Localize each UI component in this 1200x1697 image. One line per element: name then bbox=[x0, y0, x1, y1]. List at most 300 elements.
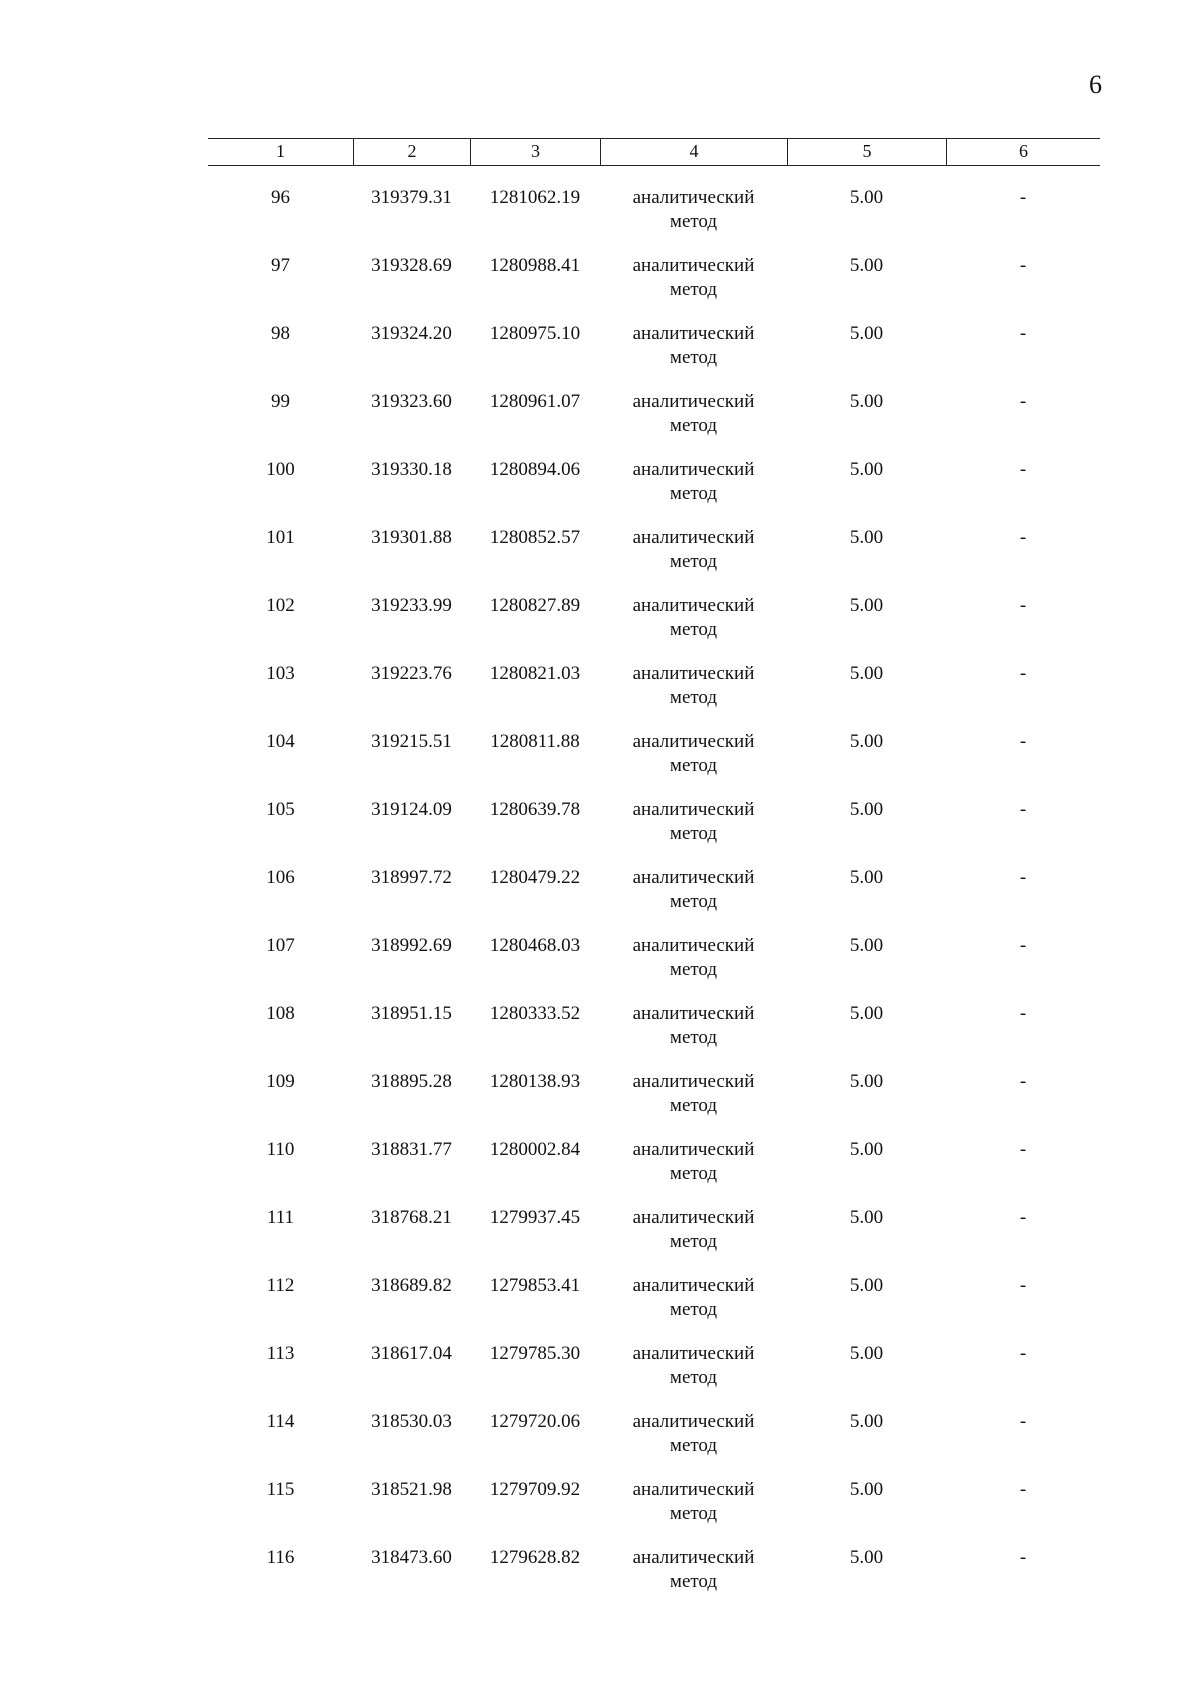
method-cell-text: аналитический bbox=[632, 799, 755, 820]
x-coordinate-cell-text: 319324.20 bbox=[371, 323, 452, 344]
point-number-cell-text: 97 bbox=[271, 255, 290, 276]
accuracy-cell bbox=[787, 934, 946, 1002]
y-coordinate-cell-text: 1280961.07 bbox=[489, 391, 581, 412]
x-coordinate-cell-text: 318689.82 bbox=[371, 1275, 452, 1296]
x-coordinate-cell bbox=[353, 1002, 470, 1070]
method-cell-text: аналитический bbox=[632, 323, 755, 344]
y-coordinate-cell bbox=[470, 390, 600, 458]
table-body bbox=[208, 186, 1100, 1614]
point-number-cell bbox=[208, 1138, 353, 1206]
method-cell-text: метод bbox=[669, 619, 718, 640]
note-cell bbox=[946, 662, 1100, 730]
y-coordinate-cell bbox=[470, 662, 600, 730]
table-row bbox=[208, 1070, 1100, 1138]
point-number-cell-text: 108 bbox=[266, 1003, 295, 1024]
x-coordinate-cell-text: 318997.72 bbox=[371, 867, 452, 888]
x-coordinate-cell-text: 319301.88 bbox=[371, 527, 452, 548]
accuracy-cell-text: 5.00 bbox=[849, 731, 884, 752]
point-number-cell bbox=[208, 1206, 353, 1274]
accuracy-cell-text: 5.00 bbox=[849, 527, 884, 548]
x-coordinate-cell bbox=[353, 662, 470, 730]
accuracy-cell-text: 5.00 bbox=[849, 323, 884, 344]
method-cell bbox=[600, 1070, 787, 1138]
method-cell-text: аналитический bbox=[632, 1139, 755, 1160]
y-coordinate-cell bbox=[470, 594, 600, 662]
method-cell bbox=[600, 1138, 787, 1206]
table-row bbox=[208, 526, 1100, 594]
x-coordinate-cell-text: 319223.76 bbox=[371, 663, 452, 684]
accuracy-cell bbox=[787, 1070, 946, 1138]
x-coordinate-cell-text: 319124.09 bbox=[371, 799, 452, 820]
note-cell bbox=[946, 1070, 1100, 1138]
y-coordinate-cell-text: 1280894.06 bbox=[489, 459, 581, 480]
method-cell bbox=[600, 798, 787, 866]
column-header: 1 bbox=[276, 141, 285, 161]
accuracy-cell-text: 5.00 bbox=[849, 255, 884, 276]
method-cell-text: метод bbox=[669, 279, 718, 300]
accuracy-cell bbox=[787, 458, 946, 526]
method-cell bbox=[600, 1478, 787, 1546]
method-cell bbox=[600, 254, 787, 322]
accuracy-cell bbox=[787, 1478, 946, 1546]
accuracy-cell bbox=[787, 662, 946, 730]
x-coordinate-cell bbox=[353, 390, 470, 458]
x-coordinate-cell bbox=[353, 1478, 470, 1546]
column-header: 3 bbox=[470, 139, 600, 165]
x-coordinate-cell bbox=[353, 934, 470, 1002]
note-cell-text: - bbox=[1019, 1547, 1027, 1568]
method-cell bbox=[600, 1410, 787, 1478]
note-cell-text: - bbox=[1019, 1343, 1027, 1364]
point-number-cell bbox=[208, 1546, 353, 1614]
y-coordinate-cell-text: 1279785.30 bbox=[489, 1343, 581, 1364]
note-cell-text: - bbox=[1019, 1275, 1027, 1296]
y-coordinate-cell-text: 1280811.88 bbox=[490, 731, 580, 752]
y-coordinate-cell bbox=[470, 1546, 600, 1614]
method-cell-text: метод bbox=[669, 415, 718, 436]
method-cell-text: метод bbox=[669, 1367, 718, 1388]
point-number-cell bbox=[208, 254, 353, 322]
y-coordinate-cell-text: 1279937.45 bbox=[489, 1207, 581, 1228]
accuracy-cell-text: 5.00 bbox=[849, 1411, 884, 1432]
accuracy-cell bbox=[787, 1274, 946, 1342]
point-number-cell bbox=[208, 798, 353, 866]
note-cell-text: - bbox=[1019, 1003, 1027, 1024]
table-row bbox=[208, 186, 1100, 254]
accuracy-cell bbox=[787, 866, 946, 934]
accuracy-cell-text: 5.00 bbox=[849, 1071, 884, 1092]
table-row bbox=[208, 1274, 1100, 1342]
note-cell bbox=[946, 798, 1100, 866]
method-cell bbox=[600, 390, 787, 458]
table-row bbox=[208, 662, 1100, 730]
table-header bbox=[208, 138, 1100, 166]
accuracy-cell-text: 5.00 bbox=[849, 187, 884, 208]
point-number-cell-text: 102 bbox=[266, 595, 295, 616]
x-coordinate-cell-text: 318951.15 bbox=[371, 1003, 452, 1024]
method-cell-text: аналитический bbox=[632, 1207, 755, 1228]
table-row bbox=[208, 458, 1100, 526]
x-coordinate-cell bbox=[353, 1546, 470, 1614]
x-coordinate-cell bbox=[353, 1070, 470, 1138]
point-number-cell bbox=[208, 322, 353, 390]
method-cell-text: аналитический bbox=[632, 1411, 755, 1432]
note-cell bbox=[946, 1002, 1100, 1070]
method-cell-text: аналитический bbox=[632, 1071, 755, 1092]
method-cell-text: метод bbox=[669, 1503, 718, 1524]
point-number-cell bbox=[208, 526, 353, 594]
note-cell-text: - bbox=[1019, 799, 1027, 820]
y-coordinate-cell bbox=[470, 322, 600, 390]
y-coordinate-cell-text: 1280821.03 bbox=[489, 663, 581, 684]
point-number-cell bbox=[208, 1478, 353, 1546]
x-coordinate-cell-text: 318617.04 bbox=[371, 1343, 452, 1364]
point-number-cell-text: 100 bbox=[266, 459, 295, 480]
x-coordinate-cell-text: 319215.51 bbox=[371, 731, 452, 752]
y-coordinate-cell-text: 1279709.92 bbox=[489, 1479, 581, 1500]
method-cell-text: метод bbox=[669, 755, 718, 776]
accuracy-cell-text: 5.00 bbox=[849, 663, 884, 684]
method-cell bbox=[600, 1002, 787, 1070]
method-cell bbox=[600, 458, 787, 526]
page-number: 6 bbox=[1089, 70, 1102, 99]
point-number-cell bbox=[208, 1002, 353, 1070]
accuracy-cell bbox=[787, 1546, 946, 1614]
note-cell-text: - bbox=[1019, 323, 1027, 344]
method-cell-text: аналитический bbox=[632, 1275, 755, 1296]
note-cell bbox=[946, 730, 1100, 798]
table-row bbox=[208, 798, 1100, 866]
method-cell-text: метод bbox=[669, 211, 718, 232]
point-number-cell-text: 110 bbox=[266, 1139, 295, 1160]
x-coordinate-cell bbox=[353, 186, 470, 254]
accuracy-cell bbox=[787, 526, 946, 594]
method-cell bbox=[600, 594, 787, 662]
accuracy-cell bbox=[787, 594, 946, 662]
y-coordinate-cell-text: 1280827.89 bbox=[489, 595, 581, 616]
method-cell-text: метод bbox=[669, 823, 718, 844]
x-coordinate-cell bbox=[353, 322, 470, 390]
point-number-cell bbox=[208, 730, 353, 798]
x-coordinate-cell bbox=[353, 1274, 470, 1342]
x-coordinate-cell-text: 319330.18 bbox=[371, 459, 452, 480]
method-cell bbox=[600, 1342, 787, 1410]
x-coordinate-cell bbox=[353, 1206, 470, 1274]
y-coordinate-cell bbox=[470, 1206, 600, 1274]
note-cell bbox=[946, 1342, 1100, 1410]
accuracy-cell-text: 5.00 bbox=[849, 1479, 884, 1500]
table-row bbox=[208, 1546, 1100, 1614]
method-cell-text: аналитический bbox=[632, 595, 755, 616]
y-coordinate-cell bbox=[470, 730, 600, 798]
point-number-cell-text: 109 bbox=[266, 1071, 295, 1092]
method-cell bbox=[600, 662, 787, 730]
accuracy-cell-text: 5.00 bbox=[849, 1139, 884, 1160]
point-number-cell-text: 103 bbox=[266, 663, 295, 684]
method-cell-text: метод bbox=[669, 1435, 718, 1456]
table-row bbox=[208, 866, 1100, 934]
x-coordinate-cell-text: 318521.98 bbox=[371, 1479, 452, 1500]
method-cell-text: метод bbox=[669, 551, 718, 572]
table-row bbox=[208, 1478, 1100, 1546]
table-row bbox=[208, 594, 1100, 662]
note-cell bbox=[946, 526, 1100, 594]
y-coordinate-cell bbox=[470, 526, 600, 594]
accuracy-cell-text: 5.00 bbox=[849, 799, 884, 820]
y-coordinate-cell bbox=[470, 254, 600, 322]
x-coordinate-cell bbox=[353, 798, 470, 866]
point-number-cell-text: 104 bbox=[266, 731, 295, 752]
point-number-cell bbox=[208, 594, 353, 662]
method-cell-text: аналитический bbox=[632, 459, 755, 480]
note-cell bbox=[946, 1206, 1100, 1274]
note-cell-text: - bbox=[1019, 935, 1027, 956]
x-coordinate-cell-text: 319323.60 bbox=[371, 391, 452, 412]
accuracy-cell bbox=[787, 1138, 946, 1206]
point-number-cell-text: 113 bbox=[266, 1343, 295, 1364]
table-row bbox=[208, 1342, 1100, 1410]
y-coordinate-cell-text: 1279720.06 bbox=[489, 1411, 581, 1432]
method-cell-text: аналитический bbox=[632, 1479, 755, 1500]
y-coordinate-cell-text: 1279853.41 bbox=[489, 1275, 581, 1296]
y-coordinate-cell-text: 1279628.82 bbox=[489, 1547, 581, 1568]
y-coordinate-cell bbox=[470, 866, 600, 934]
point-number-cell-text: 112 bbox=[266, 1275, 295, 1296]
accuracy-cell bbox=[787, 390, 946, 458]
accuracy-cell-text: 5.00 bbox=[849, 595, 884, 616]
method-cell bbox=[600, 1206, 787, 1274]
accuracy-cell bbox=[787, 1206, 946, 1274]
y-coordinate-cell bbox=[470, 1478, 600, 1546]
note-cell-text: - bbox=[1019, 663, 1027, 684]
x-coordinate-cell-text: 319379.31 bbox=[371, 187, 452, 208]
method-cell-text: метод bbox=[669, 483, 718, 504]
note-cell bbox=[946, 934, 1100, 1002]
note-cell-text: - bbox=[1019, 867, 1027, 888]
column-header: 6 bbox=[946, 139, 1100, 165]
method-cell-text: аналитический bbox=[632, 731, 755, 752]
y-coordinate-cell bbox=[470, 1342, 600, 1410]
note-cell-text: - bbox=[1019, 391, 1027, 412]
point-number-cell bbox=[208, 1274, 353, 1342]
column-header: 5 bbox=[787, 139, 946, 165]
y-coordinate-cell-text: 1281062.19 bbox=[489, 187, 581, 208]
note-cell-text: - bbox=[1019, 527, 1027, 548]
method-cell bbox=[600, 322, 787, 390]
method-cell bbox=[600, 1274, 787, 1342]
y-coordinate-cell-text: 1280138.93 bbox=[489, 1071, 581, 1092]
y-coordinate-cell bbox=[470, 186, 600, 254]
note-cell bbox=[946, 322, 1100, 390]
y-coordinate-cell-text: 1280975.10 bbox=[489, 323, 581, 344]
method-cell-text: аналитический bbox=[632, 527, 755, 548]
note-cell bbox=[946, 594, 1100, 662]
table-row bbox=[208, 322, 1100, 390]
column-header: 4 bbox=[600, 139, 787, 165]
table-row bbox=[208, 254, 1100, 322]
method-cell-text: метод bbox=[669, 959, 718, 980]
method-cell-text: метод bbox=[669, 1299, 718, 1320]
accuracy-cell-text: 5.00 bbox=[849, 867, 884, 888]
accuracy-cell-text: 5.00 bbox=[849, 1003, 884, 1024]
x-coordinate-cell-text: 318895.28 bbox=[371, 1071, 452, 1092]
method-cell bbox=[600, 186, 787, 254]
y-coordinate-cell bbox=[470, 1274, 600, 1342]
note-cell-text: - bbox=[1019, 595, 1027, 616]
note-cell-text: - bbox=[1019, 1139, 1027, 1160]
point-number-cell bbox=[208, 458, 353, 526]
accuracy-cell-text: 5.00 bbox=[849, 1275, 884, 1296]
point-number-cell-text: 116 bbox=[266, 1547, 295, 1568]
accuracy-cell-text: 5.00 bbox=[849, 935, 884, 956]
y-coordinate-cell-text: 1280468.03 bbox=[489, 935, 581, 956]
table-row bbox=[208, 1138, 1100, 1206]
x-coordinate-cell bbox=[353, 1138, 470, 1206]
y-coordinate-cell bbox=[470, 1410, 600, 1478]
table-row bbox=[208, 1206, 1100, 1274]
note-cell bbox=[946, 458, 1100, 526]
note-cell-text: - bbox=[1019, 255, 1027, 276]
y-coordinate-cell-text: 1280988.41 bbox=[489, 255, 581, 276]
accuracy-cell bbox=[787, 254, 946, 322]
y-coordinate-cell-text: 1280639.78 bbox=[489, 799, 581, 820]
note-cell-text: - bbox=[1019, 187, 1027, 208]
point-number-cell bbox=[208, 662, 353, 730]
table-row bbox=[208, 934, 1100, 1002]
y-coordinate-cell bbox=[470, 1138, 600, 1206]
method-cell-text: аналитический bbox=[632, 1343, 755, 1364]
point-number-cell-text: 106 bbox=[266, 867, 295, 888]
note-cell bbox=[946, 1546, 1100, 1614]
point-number-cell-text: 107 bbox=[266, 935, 295, 956]
y-coordinate-cell bbox=[470, 798, 600, 866]
method-cell-text: аналитический bbox=[632, 867, 755, 888]
method-cell bbox=[600, 866, 787, 934]
y-coordinate-cell bbox=[470, 458, 600, 526]
table-row bbox=[208, 730, 1100, 798]
accuracy-cell-text: 5.00 bbox=[849, 391, 884, 412]
point-number-cell-text: 105 bbox=[266, 799, 295, 820]
point-number-cell-text: 99 bbox=[271, 391, 290, 412]
y-coordinate-cell-text: 1280479.22 bbox=[489, 867, 581, 888]
note-cell bbox=[946, 254, 1100, 322]
x-coordinate-cell-text: 318831.77 bbox=[371, 1139, 452, 1160]
x-coordinate-cell-text: 318768.21 bbox=[371, 1207, 452, 1228]
method-cell-text: метод bbox=[669, 1163, 718, 1184]
x-coordinate-cell bbox=[353, 1342, 470, 1410]
note-cell bbox=[946, 1274, 1100, 1342]
note-cell bbox=[946, 1410, 1100, 1478]
method-cell-text: метод bbox=[669, 687, 718, 708]
table-row bbox=[208, 1002, 1100, 1070]
y-coordinate-cell-text: 1280333.52 bbox=[489, 1003, 581, 1024]
accuracy-cell-text: 5.00 bbox=[849, 1547, 884, 1568]
note-cell bbox=[946, 866, 1100, 934]
method-cell-text: аналитический bbox=[632, 391, 755, 412]
y-coordinate-cell bbox=[470, 1002, 600, 1070]
table-row bbox=[208, 1410, 1100, 1478]
note-cell-text: - bbox=[1019, 1479, 1027, 1500]
point-number-cell-text: 114 bbox=[266, 1411, 295, 1432]
method-cell-text: метод bbox=[669, 1571, 718, 1592]
point-number-cell-text: 115 bbox=[266, 1479, 295, 1500]
method-cell-text: метод bbox=[669, 1231, 718, 1252]
method-cell-text: метод bbox=[669, 891, 718, 912]
x-coordinate-cell bbox=[353, 594, 470, 662]
method-cell-text: аналитический bbox=[632, 1547, 755, 1568]
accuracy-cell bbox=[787, 322, 946, 390]
y-coordinate-cell bbox=[470, 1070, 600, 1138]
y-coordinate-cell bbox=[470, 934, 600, 1002]
table-row bbox=[208, 390, 1100, 458]
method-cell-text: аналитический bbox=[632, 935, 755, 956]
method-cell-text: метод bbox=[669, 1027, 718, 1048]
y-coordinate-cell-text: 1280002.84 bbox=[489, 1139, 581, 1160]
x-coordinate-cell-text: 319233.99 bbox=[371, 595, 452, 616]
method-cell bbox=[600, 934, 787, 1002]
method-cell-text: аналитический bbox=[632, 255, 755, 276]
note-cell bbox=[946, 1478, 1100, 1546]
column-header: 2 bbox=[353, 139, 470, 165]
point-number-cell bbox=[208, 1070, 353, 1138]
x-coordinate-cell-text: 318992.69 bbox=[371, 935, 452, 956]
accuracy-cell-text: 5.00 bbox=[849, 1207, 884, 1228]
accuracy-cell bbox=[787, 730, 946, 798]
point-number-cell bbox=[208, 1342, 353, 1410]
point-number-cell bbox=[208, 934, 353, 1002]
method-cell-text: метод bbox=[669, 347, 718, 368]
point-number-cell-text: 98 bbox=[271, 323, 290, 344]
point-number-cell bbox=[208, 1410, 353, 1478]
note-cell-text: - bbox=[1019, 1207, 1027, 1228]
note-cell-text: - bbox=[1019, 459, 1027, 480]
accuracy-cell-text: 5.00 bbox=[849, 459, 884, 480]
point-number-cell bbox=[208, 390, 353, 458]
accuracy-cell bbox=[787, 186, 946, 254]
point-number-cell-text: 111 bbox=[266, 1207, 295, 1228]
note-cell bbox=[946, 186, 1100, 254]
accuracy-cell bbox=[787, 798, 946, 866]
note-cell bbox=[946, 1138, 1100, 1206]
x-coordinate-cell bbox=[353, 254, 470, 322]
accuracy-cell bbox=[787, 1342, 946, 1410]
point-number-cell bbox=[208, 866, 353, 934]
x-coordinate-cell-text: 319328.69 bbox=[371, 255, 452, 276]
x-coordinate-cell bbox=[353, 730, 470, 798]
method-cell bbox=[600, 730, 787, 798]
method-cell-text: аналитический bbox=[632, 187, 755, 208]
method-cell-text: аналитический bbox=[632, 1003, 755, 1024]
point-number-cell bbox=[208, 186, 353, 254]
x-coordinate-cell bbox=[353, 866, 470, 934]
x-coordinate-cell bbox=[353, 526, 470, 594]
x-coordinate-cell-text: 318473.60 bbox=[371, 1547, 452, 1568]
accuracy-cell-text: 5.00 bbox=[849, 1343, 884, 1364]
method-cell-text: метод bbox=[669, 1095, 718, 1116]
accuracy-cell bbox=[787, 1410, 946, 1478]
point-number-cell-text: 96 bbox=[271, 187, 290, 208]
y-coordinate-cell-text: 1280852.57 bbox=[489, 527, 581, 548]
x-coordinate-cell-text: 318530.03 bbox=[371, 1411, 452, 1432]
accuracy-cell bbox=[787, 1002, 946, 1070]
method-cell bbox=[600, 526, 787, 594]
x-coordinate-cell bbox=[353, 458, 470, 526]
note-cell-text: - bbox=[1019, 1071, 1027, 1092]
point-number-cell-text: 101 bbox=[266, 527, 295, 548]
note-cell-text: - bbox=[1019, 731, 1027, 752]
method-cell-text: аналитический bbox=[632, 663, 755, 684]
note-cell bbox=[946, 390, 1100, 458]
